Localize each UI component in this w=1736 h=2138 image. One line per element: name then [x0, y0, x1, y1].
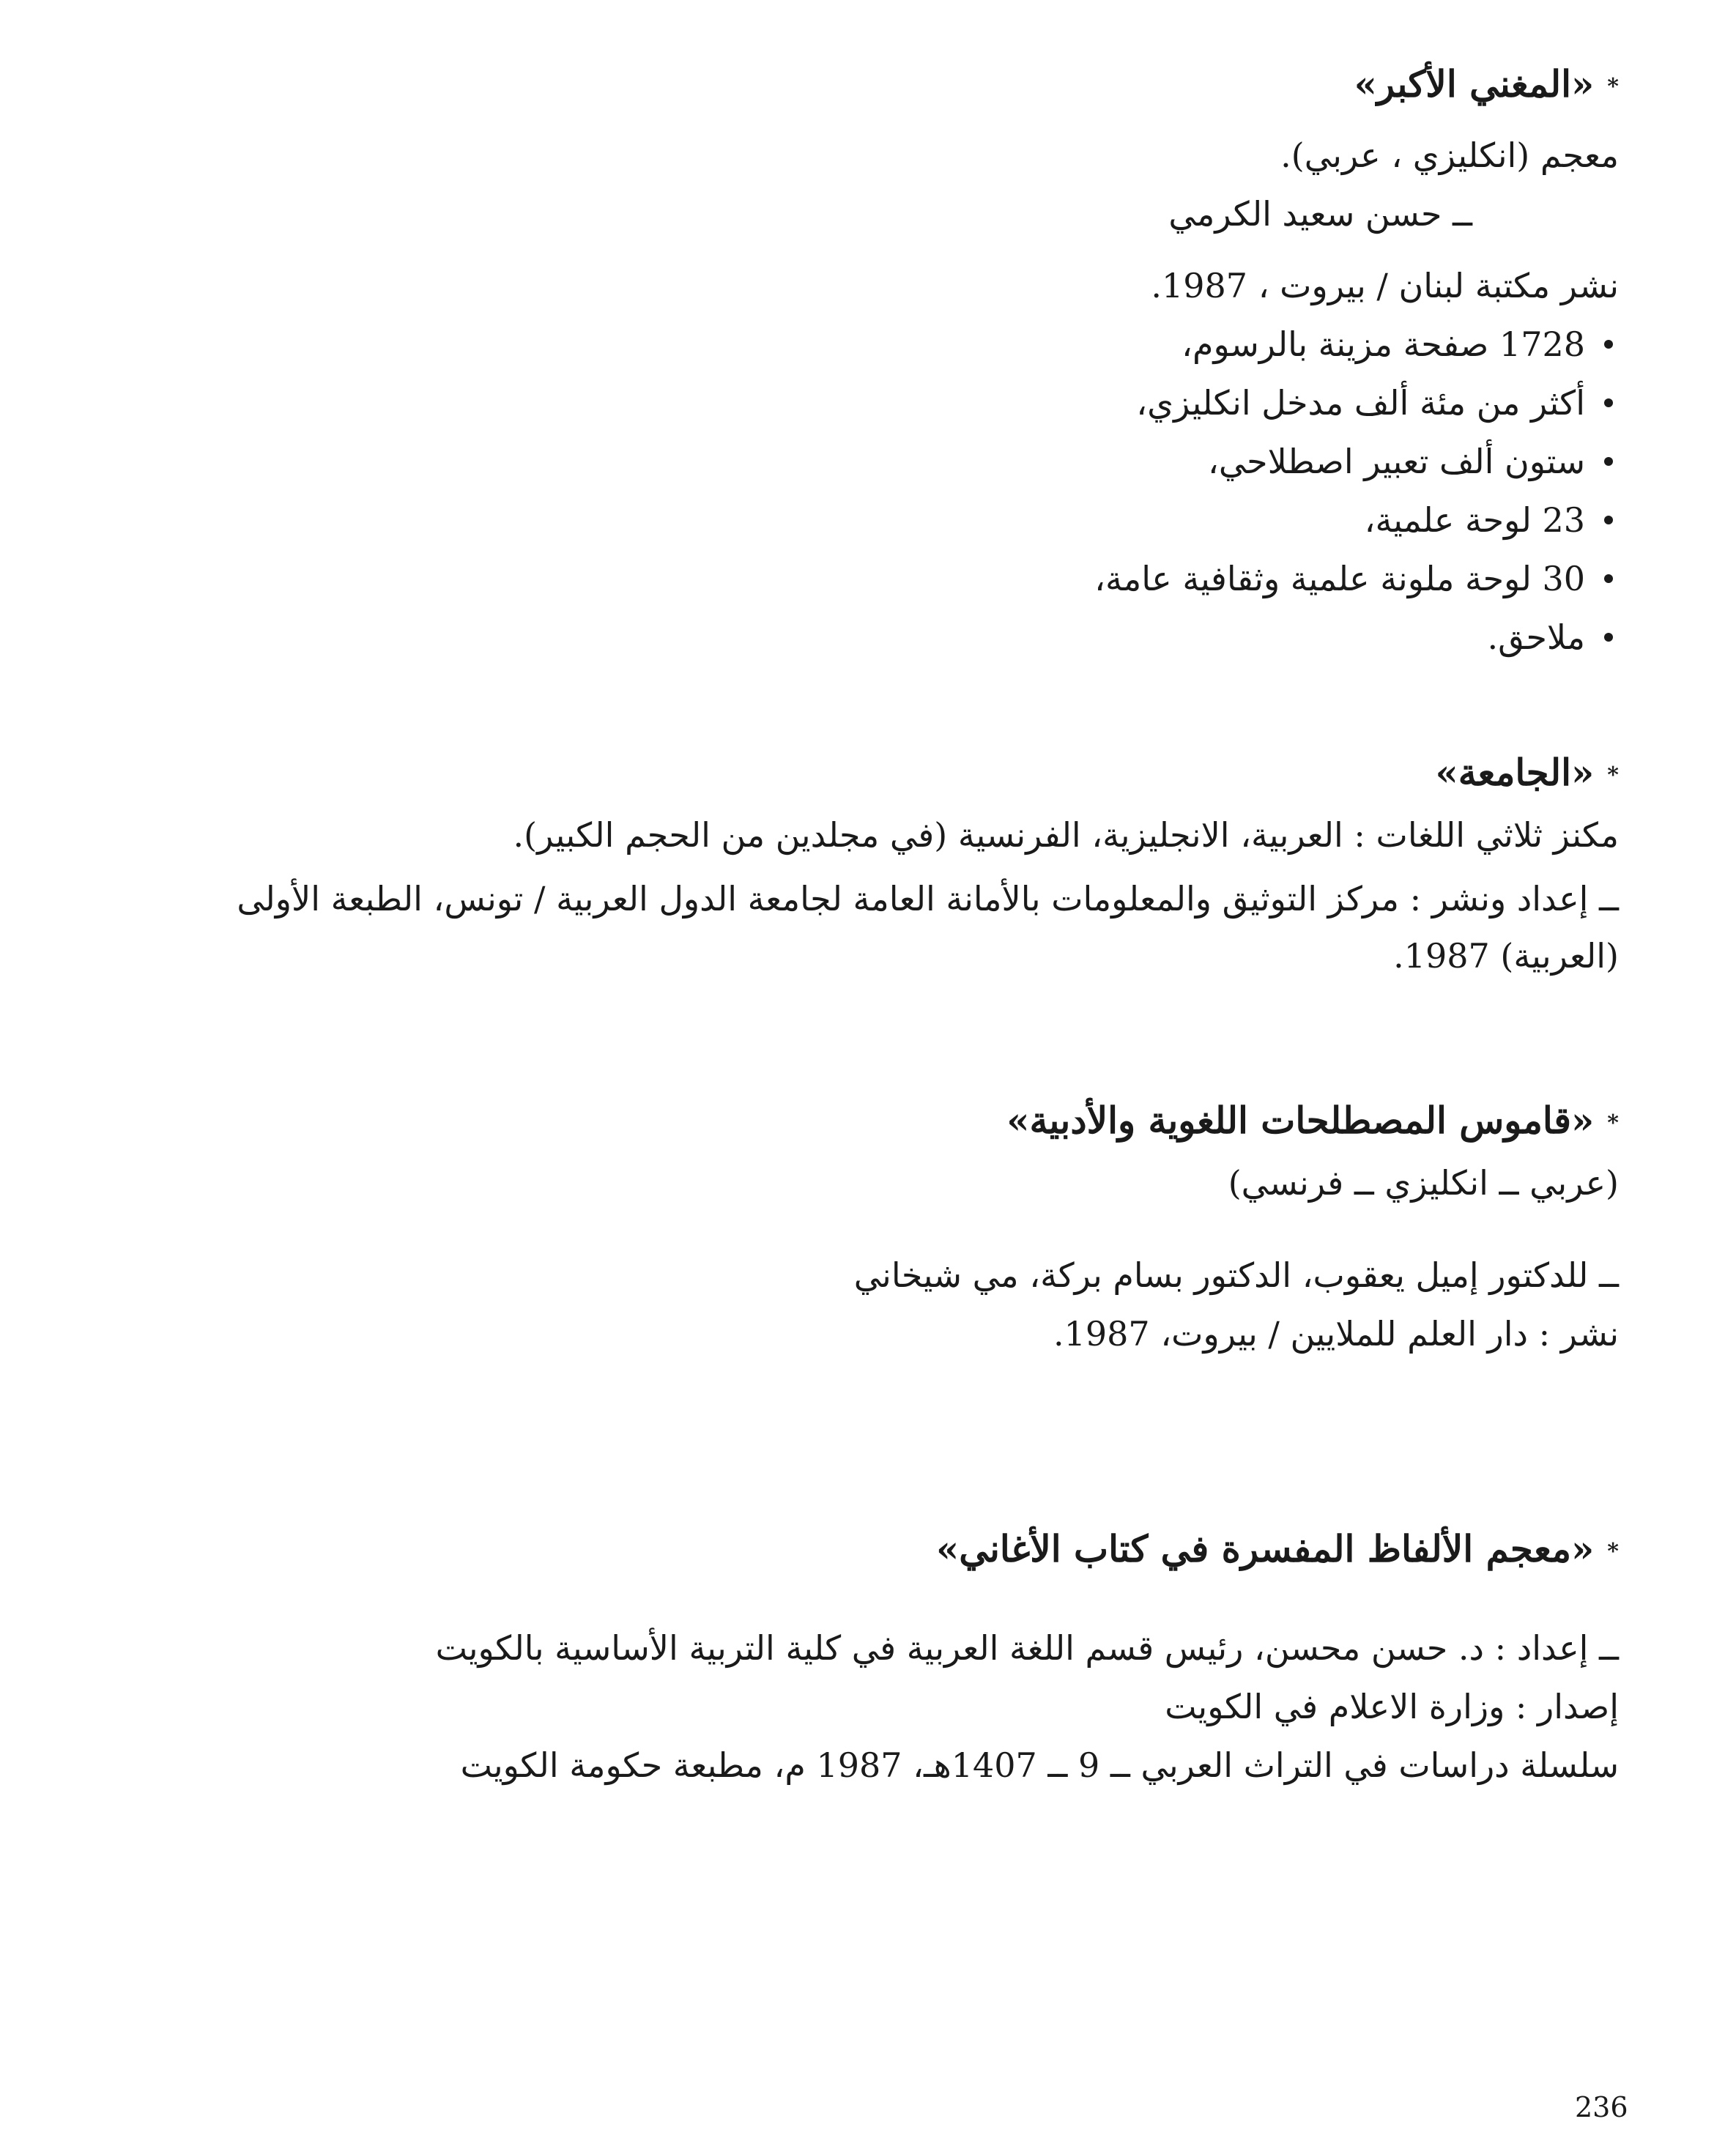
bullet-icon: [1604, 457, 1613, 466]
entry-subtitle: معجم (انكليزي ، عربي).: [1280, 136, 1619, 175]
entry-author: ــ للدكتور إميل يعقوب، الدكتور بسام بركة، مي شيخاني: [853, 1255, 1619, 1295]
entry-issuer: إصدار : وزارة الاعلام في الكويت: [1165, 1687, 1619, 1726]
entry-author: ــ إعداد : د. حسن محسن، رئيس قسم اللغة العربية في كلية التربية الأساسية بالكويت: [435, 1628, 1619, 1668]
asterisk-icon: *: [1607, 762, 1619, 788]
list-item: 30 لوحة ملونة علمية وثقافية عامة،: [1094, 549, 1619, 608]
list-item: ملاحق.: [1094, 608, 1619, 667]
entry-publisher: نشر مكتبة لبنان / بيروت ، 1987.: [1151, 266, 1619, 305]
entry-2: [114, 747, 1619, 984]
entry-title: *«قاموس المصطلحات اللغوية والأدبية»: [1006, 1099, 1619, 1142]
feature-list: [1094, 315, 1619, 667]
list-item: 23 لوحة علمية،: [1094, 491, 1619, 549]
page-number: 236: [1575, 2091, 1628, 2123]
entry-publisher: نشر : دار العلم للملايين / بيروت، 1987.: [1053, 1314, 1619, 1354]
asterisk-icon: *: [1607, 1539, 1619, 1564]
asterisk-icon: *: [1607, 74, 1619, 100]
entry-series: سلسلة دراسات في التراث العربي ــ 9 ــ 1407هـ، 1987 م، مطبعة حكومة الكويت: [460, 1745, 1619, 1785]
entry-1: [1094, 59, 1619, 667]
bullet-icon: [1604, 516, 1613, 524]
entry-author: ــ حسن سعيد الكرمي: [1168, 194, 1472, 234]
entry-title: *«معجم الألفاظ المفسرة في كتاب الأغاني»: [936, 1527, 1619, 1570]
bullet-icon: [1604, 340, 1613, 349]
bullet-icon: [1604, 398, 1613, 407]
entry-subtitle: مكنز ثلاثي اللغات : العربية، الانجليزية، الفرنسية (في مجلدين من الحجم الكبير).: [513, 815, 1619, 855]
entry-subtitle: (عربي ــ انكليزي ــ فرنسي): [1228, 1163, 1619, 1203]
entry-3: [854, 1095, 1619, 1363]
bullet-icon: [1604, 633, 1613, 642]
entry-title: *«الجامعة»: [1435, 751, 1619, 794]
entry-4: [436, 1523, 1619, 1794]
list-item: أكثر من مئة ألف مدخل انكليزي،: [1094, 374, 1619, 432]
list-item: ستون ألف تعبير اصطلاحي،: [1094, 432, 1619, 491]
entry-title: *«المغني الأكبر»: [1354, 62, 1619, 105]
entry-publisher: ــ إعداد ونشر : مركز التوثيق والمعلومات بالأمانة العامة لجامعة الدول العربية / تونس، الطبعة الأولى (العربية) 1987.: [237, 879, 1619, 976]
asterisk-icon: *: [1607, 1110, 1619, 1136]
list-item: 1728 صفحة مزينة بالرسوم،: [1094, 315, 1619, 374]
bullet-icon: [1604, 574, 1613, 583]
